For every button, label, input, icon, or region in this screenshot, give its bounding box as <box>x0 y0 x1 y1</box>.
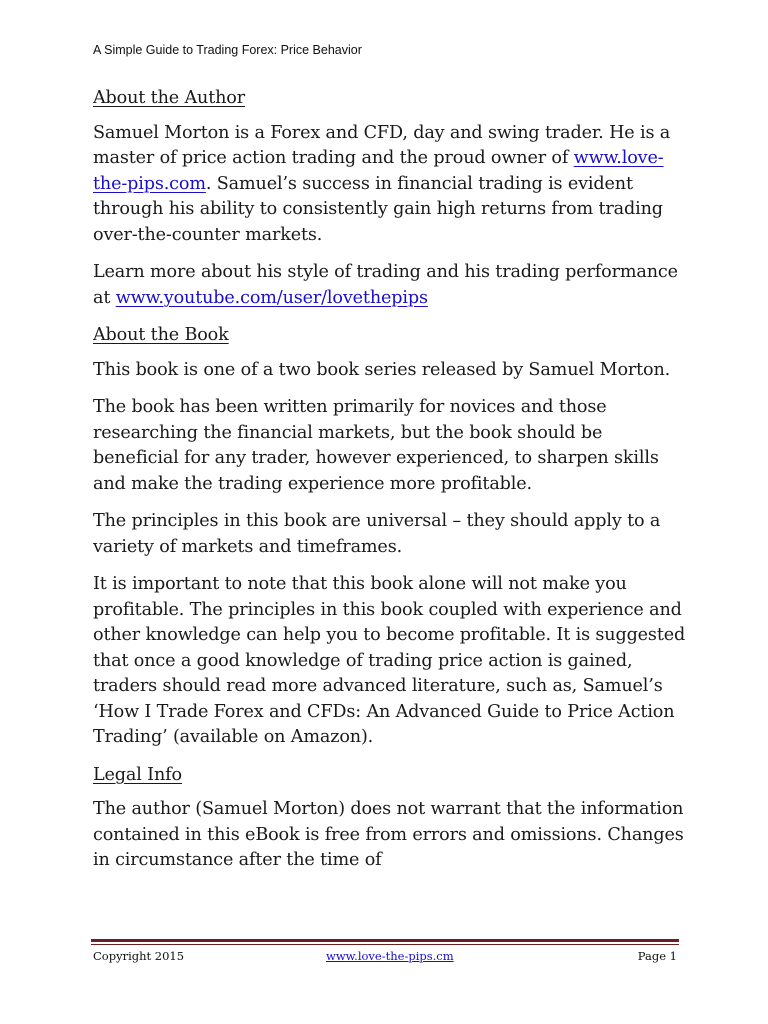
book-paragraph-1: This book is one of a two book series released by Samuel Morton. <box>93 359 671 380</box>
author-p1-text-after: . Samuel’s success in financial trading is evident through his ability to consistently gain high returns from trading over-the-counter markets. <box>93 173 663 245</box>
footer-rule-thin <box>91 944 679 945</box>
book-paragraph-4: It is important to note that this book alone will not make you profitable. The principles in this book coupled with experience and other knowledge can help you to become profitable. It is suggested that once a good knowledge of trading price action is gained, traders should read more advanced literature, such as, Samuel’s ‘How I Trade Forex and CFDs: An Advanced Guide to Price Action Trading’ (available on Amazon). <box>93 574 686 747</box>
youtube-link[interactable]: www.youtube.com/user/lovethepips <box>115 287 428 308</box>
author-paragraph-2 <box>93 260 693 311</box>
page-content <box>93 86 693 886</box>
page-footer <box>93 949 677 967</box>
heading-about-author: About the Author <box>93 88 246 108</box>
footer-page-number: Page 1 <box>637 949 677 963</box>
legal-paragraph: The author (Samuel Morton) does not warrant that the information contained in this eBook is free from errors and omissions. Changes in circumstance after the time of <box>93 799 684 870</box>
author-p1-text-before: Samuel Morton is a Forex and CFD, day and swing trader. He is a master of price action trading and the proud owner of <box>93 122 671 168</box>
book-paragraph-2: The book has been written primarily for novices and those researching the financial markets, but the book should be beneficial for any trader, however experienced, to sharpen skills and make the trading experience more profitable. <box>93 397 659 494</box>
running-header: A Simple Guide to Trading Forex: Price Behavior <box>93 43 362 57</box>
love-the-pips-link[interactable]: www.love-the-pips.com <box>93 148 664 194</box>
heading-about-book: About the Book <box>93 325 229 345</box>
author-p2-text-before: Learn more about his style of trading and his trading performance at <box>93 262 678 308</box>
footer-website-link[interactable]: www.love-the-pips.cm <box>326 949 454 963</box>
book-paragraph-3: The principles in this book are universal – they should apply to a variety of markets and timeframes. <box>93 511 661 557</box>
heading-legal-info: Legal Info <box>93 764 182 785</box>
footer-rule-thick <box>91 939 679 942</box>
footer-copyright: Copyright 2015 <box>93 949 185 963</box>
author-paragraph-1 <box>93 121 693 249</box>
